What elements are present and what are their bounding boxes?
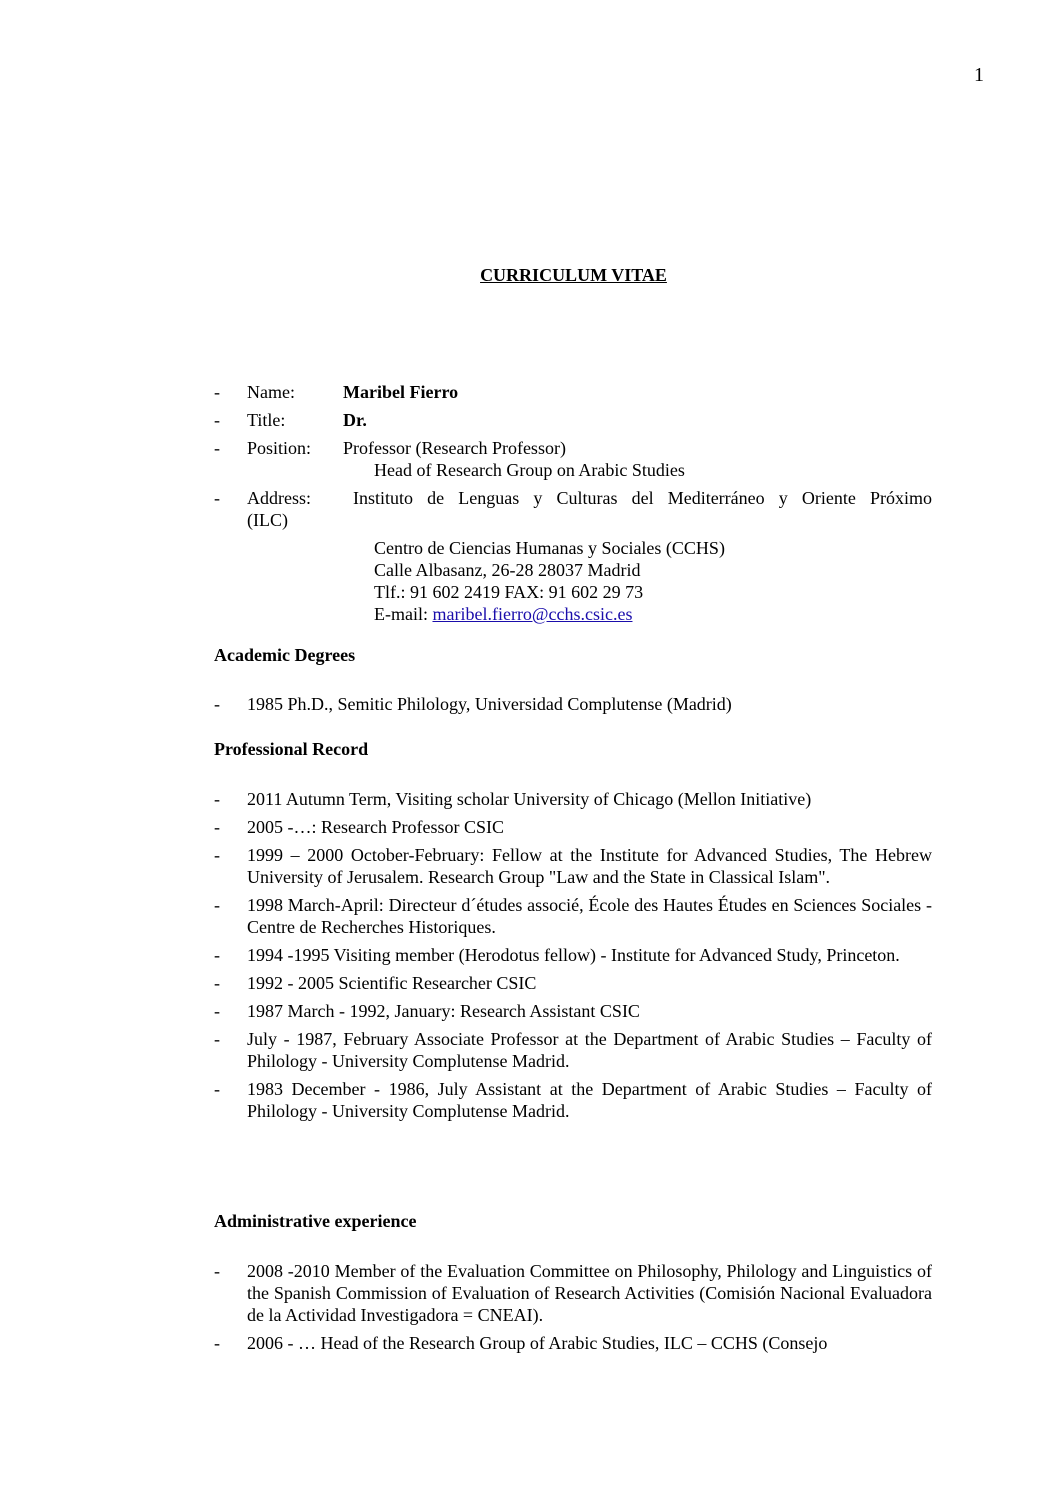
- list-item-text: 1999 – 2000 October-February: Fellow at the Institute for Advanced Studies, The Hebrew University of Jerusalem. Research Group "Law and the State in Classical Islam".: [247, 845, 932, 887]
- list-item: [0, 1028, 932, 1072]
- bullet-dash: -: [214, 945, 220, 965]
- info-row-address: [0, 487, 932, 625]
- list-item: [0, 816, 932, 838]
- title-value: Dr.: [343, 410, 367, 430]
- title-label: Title:: [247, 410, 286, 430]
- page-number: 1: [974, 64, 984, 86]
- email-label: E-mail:: [374, 604, 433, 624]
- email-line: [374, 603, 932, 625]
- bullet-dash: -: [214, 1261, 220, 1281]
- name-value: Maribel Fierro: [343, 382, 459, 402]
- list-item-text: 2011 Autumn Term, Visiting scholar University of Chicago (Mellon Initiative): [247, 789, 812, 809]
- list-item-text: 1987 March - 1992, January: Research Assistant CSIC: [247, 1001, 640, 1021]
- address-line-2: Centro de Ciencias Humanas y Sociales (CCHS): [374, 538, 725, 558]
- bullet-dash: -: [214, 382, 220, 402]
- address-label: Address:: [247, 488, 311, 508]
- name-label: Name:: [247, 382, 295, 402]
- bullet-dash: -: [214, 1079, 220, 1099]
- list-item: [0, 1260, 932, 1326]
- address-line-3: Calle Albasanz, 26-28 28037 Madrid: [374, 560, 641, 580]
- personal-info-list: [0, 381, 932, 625]
- list-item-text: July - 1987, February Associate Professor at the Department of Arabic Studies – Faculty of Philology - University Complutense Madrid.: [247, 1029, 932, 1071]
- list-item-text: 1998 March-April: Directeur d´études associé, École des Hautes Études en Sciences Sociales - Centre de Recherches Historiques.: [247, 895, 932, 937]
- list-item-text: 1994 -1995 Visiting member (Herodotus fellow) - Institute for Advanced Study, Princeton.: [247, 945, 900, 965]
- address-line-1: Instituto de Lenguas y Culturas del Mediterráneo y Oriente Próximo: [353, 488, 932, 508]
- list-item: [0, 972, 932, 994]
- position-sub: Head of Research Group on Arabic Studies: [374, 460, 685, 480]
- list-item-text: 2005 -…: Research Professor CSIC: [247, 817, 504, 837]
- list-item-text: 2008 -2010 Member of the Evaluation Committee on Philosophy, Philology and Linguistics of the Spanish Commission of Evaluation of Research Activities (Comisión Nacional Evaluadora de la Actividad Investigadora = CNEAI).: [247, 1261, 932, 1325]
- academic-degrees-heading: Academic Degrees: [214, 645, 356, 665]
- list-item-text: 1983 December - 1986, July Assistant at the Department of Arabic Studies – Faculty of Philology - University Complutense Madrid.: [247, 1079, 932, 1121]
- list-item: [0, 1000, 932, 1022]
- professional-record-list: [0, 788, 932, 1128]
- bullet-dash: -: [214, 845, 220, 865]
- bullet-dash: -: [214, 789, 220, 809]
- list-item: [0, 894, 932, 938]
- position-value: Professor (Research Professor): [343, 438, 566, 458]
- address-ilc: (ILC): [247, 510, 288, 530]
- info-row-name: [0, 381, 932, 403]
- bullet-dash: -: [214, 694, 220, 714]
- bullet-dash: -: [214, 1333, 220, 1353]
- bullet-dash: -: [214, 1001, 220, 1021]
- list-item: [0, 1078, 932, 1122]
- info-row-position: [0, 437, 932, 481]
- professional-record-heading: Professional Record: [214, 739, 369, 759]
- list-item-text: 2006 - … Head of the Research Group of Arabic Studies, ILC – CCHS (Consejo: [247, 1333, 828, 1353]
- list-item: [0, 693, 932, 715]
- academic-degrees-list: [0, 693, 932, 721]
- email-link[interactable]: maribel.fierro@cchs.csic.es: [432, 604, 633, 624]
- document-title: CURRICULUM VITAE: [480, 265, 667, 285]
- administrative-experience-list: [0, 1260, 932, 1360]
- bullet-dash: -: [214, 973, 220, 993]
- bullet-dash: -: [214, 895, 220, 915]
- list-item-text: 1985 Ph.D., Semitic Philology, Universidad Complutense (Madrid): [247, 694, 732, 714]
- list-item: [0, 1332, 932, 1354]
- position-label: Position:: [247, 438, 312, 458]
- bullet-dash: -: [214, 410, 220, 430]
- list-item: [0, 844, 932, 888]
- administrative-experience-heading: Administrative experience: [214, 1211, 417, 1231]
- list-item-text: 1992 - 2005 Scientific Researcher CSIC: [247, 973, 537, 993]
- bullet-dash: -: [214, 1029, 220, 1049]
- bullet-dash: -: [214, 817, 220, 837]
- address-line-4: Tlf.: 91 602 2419 FAX: 91 602 29 73: [374, 582, 644, 602]
- bullet-dash: -: [214, 488, 220, 508]
- list-item: [0, 944, 932, 966]
- info-row-title: [0, 409, 932, 431]
- bullet-dash: -: [214, 438, 220, 458]
- list-item: [0, 788, 932, 810]
